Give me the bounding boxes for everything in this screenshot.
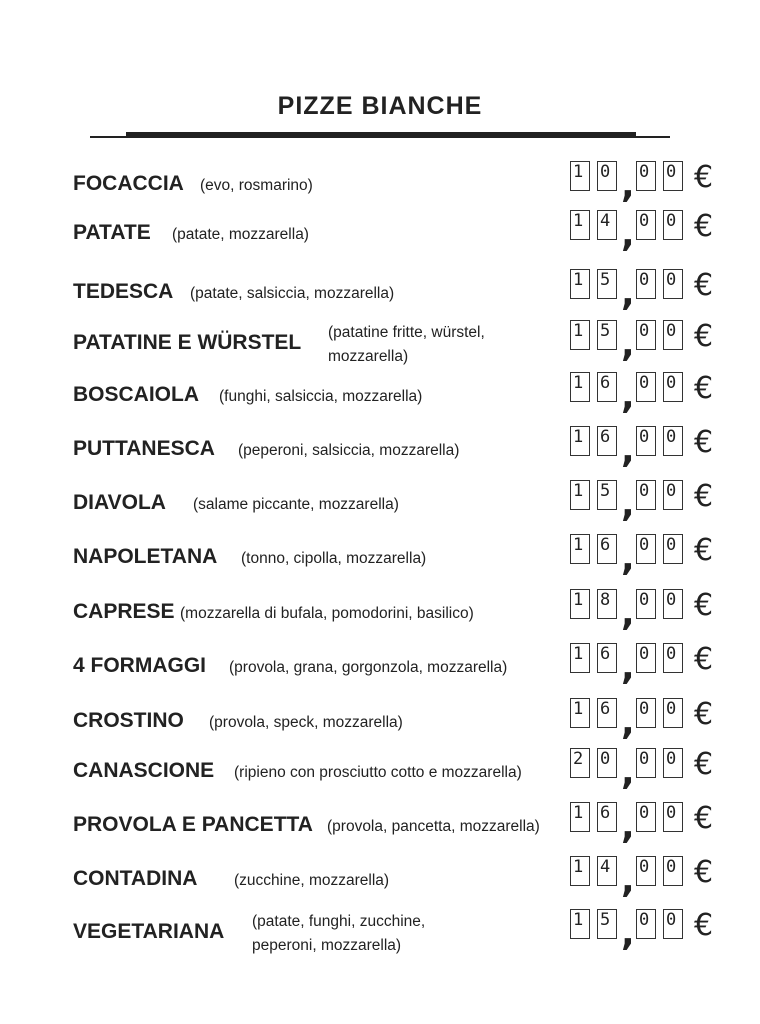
decimal-comma: ,	[621, 647, 635, 688]
item-price	[570, 533, 730, 579]
price-digit: 0	[663, 161, 683, 191]
price-digit: 1	[570, 643, 590, 673]
price-digit: 0	[636, 698, 656, 728]
item-price	[570, 268, 730, 314]
item-name: CANASCIONE	[73, 759, 215, 782]
item-name: PATATINE E WÜRSTEL	[73, 331, 302, 354]
euro-icon: €	[694, 319, 714, 354]
decimal-comma: ,	[621, 430, 635, 471]
item-ingredients: (patatine fritte, würstel, mozzarella)	[328, 324, 485, 365]
decimal-comma: ,	[621, 214, 635, 255]
item-name: DIAVOLA	[73, 491, 166, 514]
item-price	[570, 371, 730, 417]
item-ingredients: (evo, rosmarino)	[200, 177, 313, 194]
price-digit: 1	[570, 480, 590, 510]
price-digit: 0	[636, 909, 656, 939]
price-digit: 0	[636, 589, 656, 619]
item-price	[570, 801, 730, 847]
price-digit: 6	[597, 534, 617, 564]
euro-icon: €	[694, 697, 714, 732]
price-digit: 0	[636, 534, 656, 564]
price-digit: 0	[636, 856, 656, 886]
euro-icon: €	[694, 588, 714, 623]
euro-icon: €	[694, 533, 714, 568]
price-digit: 1	[570, 210, 590, 240]
item-name: FOCACCIA	[73, 172, 184, 195]
item-name: TEDESCA	[73, 280, 174, 303]
decimal-comma: ,	[621, 860, 635, 901]
title-divider-thick	[126, 132, 636, 136]
euro-icon: €	[694, 268, 714, 303]
price-digit: 5	[597, 480, 617, 510]
item-price	[570, 425, 730, 471]
item-name: PROVOLA E PANCETTA	[73, 813, 313, 836]
euro-icon: €	[694, 642, 714, 677]
price-digit: 1	[570, 372, 590, 402]
item-ingredients: (provola, grana, gorgonzola, mozzarella)	[229, 659, 508, 676]
decimal-comma: ,	[621, 376, 635, 417]
price-digit: 1	[570, 802, 590, 832]
price-digit: 6	[597, 802, 617, 832]
price-digit: 1	[570, 426, 590, 456]
item-price	[570, 855, 730, 901]
section-title: PIZZE BIANCHE	[277, 92, 483, 120]
price-digit: 1	[570, 909, 590, 939]
price-digit: 1	[570, 161, 590, 191]
item-price	[570, 642, 730, 688]
decimal-comma: ,	[621, 538, 635, 579]
decimal-comma: ,	[621, 324, 635, 365]
decimal-comma: ,	[621, 165, 635, 206]
euro-icon: €	[694, 209, 714, 244]
item-ingredients: (ripieno con prosciutto cotto e mozzarella)	[234, 764, 522, 781]
price-digit: 1	[570, 534, 590, 564]
price-digit: 0	[663, 534, 683, 564]
price-digit: 0	[663, 589, 683, 619]
price-digit: 1	[570, 856, 590, 886]
price-digit: 0	[663, 480, 683, 510]
item-price	[570, 209, 730, 255]
item-ingredients: (provola, pancetta, mozzarella)	[327, 818, 540, 835]
item-ingredients: (patate, salsiccia, mozzarella)	[190, 285, 395, 302]
price-digit: 5	[597, 909, 617, 939]
item-ingredients: (patate, mozzarella)	[172, 226, 309, 243]
item-price	[570, 747, 730, 793]
price-digit: 0	[597, 748, 617, 778]
item-ingredients: (mozzarella di bufala, pomodorini, basilico)	[180, 605, 474, 622]
price-digit: 5	[597, 269, 617, 299]
price-digit: 0	[636, 269, 656, 299]
euro-icon: €	[694, 801, 714, 836]
price-digit: 0	[636, 210, 656, 240]
item-name: VEGETARIANA	[73, 920, 225, 943]
item-price	[570, 160, 730, 206]
price-digit: 1	[570, 698, 590, 728]
item-price	[570, 588, 730, 634]
decimal-comma: ,	[621, 273, 635, 314]
price-digit: 6	[597, 698, 617, 728]
item-ingredients: (tonno, cipolla, mozzarella)	[241, 550, 427, 567]
decimal-comma: ,	[621, 484, 635, 525]
price-digit: 0	[636, 748, 656, 778]
price-digit: 0	[663, 748, 683, 778]
price-digit: 0	[663, 802, 683, 832]
euro-icon: €	[694, 371, 714, 406]
decimal-comma: ,	[621, 806, 635, 847]
price-digit: 0	[636, 480, 656, 510]
item-name: PATATE	[73, 221, 151, 244]
price-digit: 0	[663, 372, 683, 402]
price-digit: 0	[663, 269, 683, 299]
euro-icon: €	[694, 747, 714, 782]
item-ingredients: (funghi, salsiccia, mozzarella)	[219, 388, 423, 405]
price-digit: 0	[663, 698, 683, 728]
price-digit: 6	[597, 426, 617, 456]
price-digit: 8	[597, 589, 617, 619]
price-digit: 1	[570, 320, 590, 350]
euro-icon: €	[694, 425, 714, 460]
decimal-comma: ,	[621, 752, 635, 793]
item-price	[570, 697, 730, 743]
item-ingredients: (salame piccante, mozzarella)	[193, 496, 399, 513]
price-digit: 0	[663, 426, 683, 456]
price-digit: 0	[636, 802, 656, 832]
item-ingredients: (provola, speck, mozzarella)	[209, 714, 403, 731]
price-digit: 0	[636, 426, 656, 456]
price-digit: 4	[597, 856, 617, 886]
price-digit: 0	[663, 320, 683, 350]
price-digit: 6	[597, 643, 617, 673]
price-digit: 0	[636, 161, 656, 191]
price-digit: 0	[636, 320, 656, 350]
price-digit: 0	[636, 643, 656, 673]
euro-icon: €	[694, 908, 714, 943]
item-ingredients: (peperoni, salsiccia, mozzarella)	[238, 442, 460, 459]
item-name: CAPRESE	[73, 600, 175, 623]
decimal-comma: ,	[621, 702, 635, 743]
price-digit: 0	[636, 372, 656, 402]
item-ingredients: (zucchine, mozzarella)	[234, 872, 390, 889]
euro-icon: €	[694, 160, 714, 195]
euro-icon: €	[694, 855, 714, 890]
price-digit: 0	[597, 161, 617, 191]
price-digit: 0	[663, 856, 683, 886]
item-name: PUTTANESCA	[73, 437, 215, 460]
item-name: 4 FORMAGGI	[73, 654, 207, 677]
decimal-comma: ,	[621, 913, 635, 954]
decimal-comma: ,	[621, 593, 635, 634]
item-price	[570, 319, 730, 365]
price-digit: 2	[570, 748, 590, 778]
price-digit: 4	[597, 210, 617, 240]
price-digit: 6	[597, 372, 617, 402]
item-name: BOSCAIOLA	[73, 383, 199, 406]
price-digit: 5	[597, 320, 617, 350]
euro-icon: €	[694, 479, 714, 514]
item-name: CONTADINA	[73, 867, 198, 890]
price-digit: 0	[663, 643, 683, 673]
item-name: NAPOLETANA	[73, 545, 218, 568]
item-name: CROSTINO	[73, 709, 184, 732]
price-digit: 1	[570, 589, 590, 619]
title-divider	[90, 136, 670, 138]
item-price	[570, 479, 730, 525]
item-ingredients: (patate, funghi, zucchine, peperoni, mozzarella)	[252, 913, 426, 954]
price-digit: 0	[663, 210, 683, 240]
item-price	[570, 908, 730, 954]
price-digit: 1	[570, 269, 590, 299]
price-digit: 0	[663, 909, 683, 939]
